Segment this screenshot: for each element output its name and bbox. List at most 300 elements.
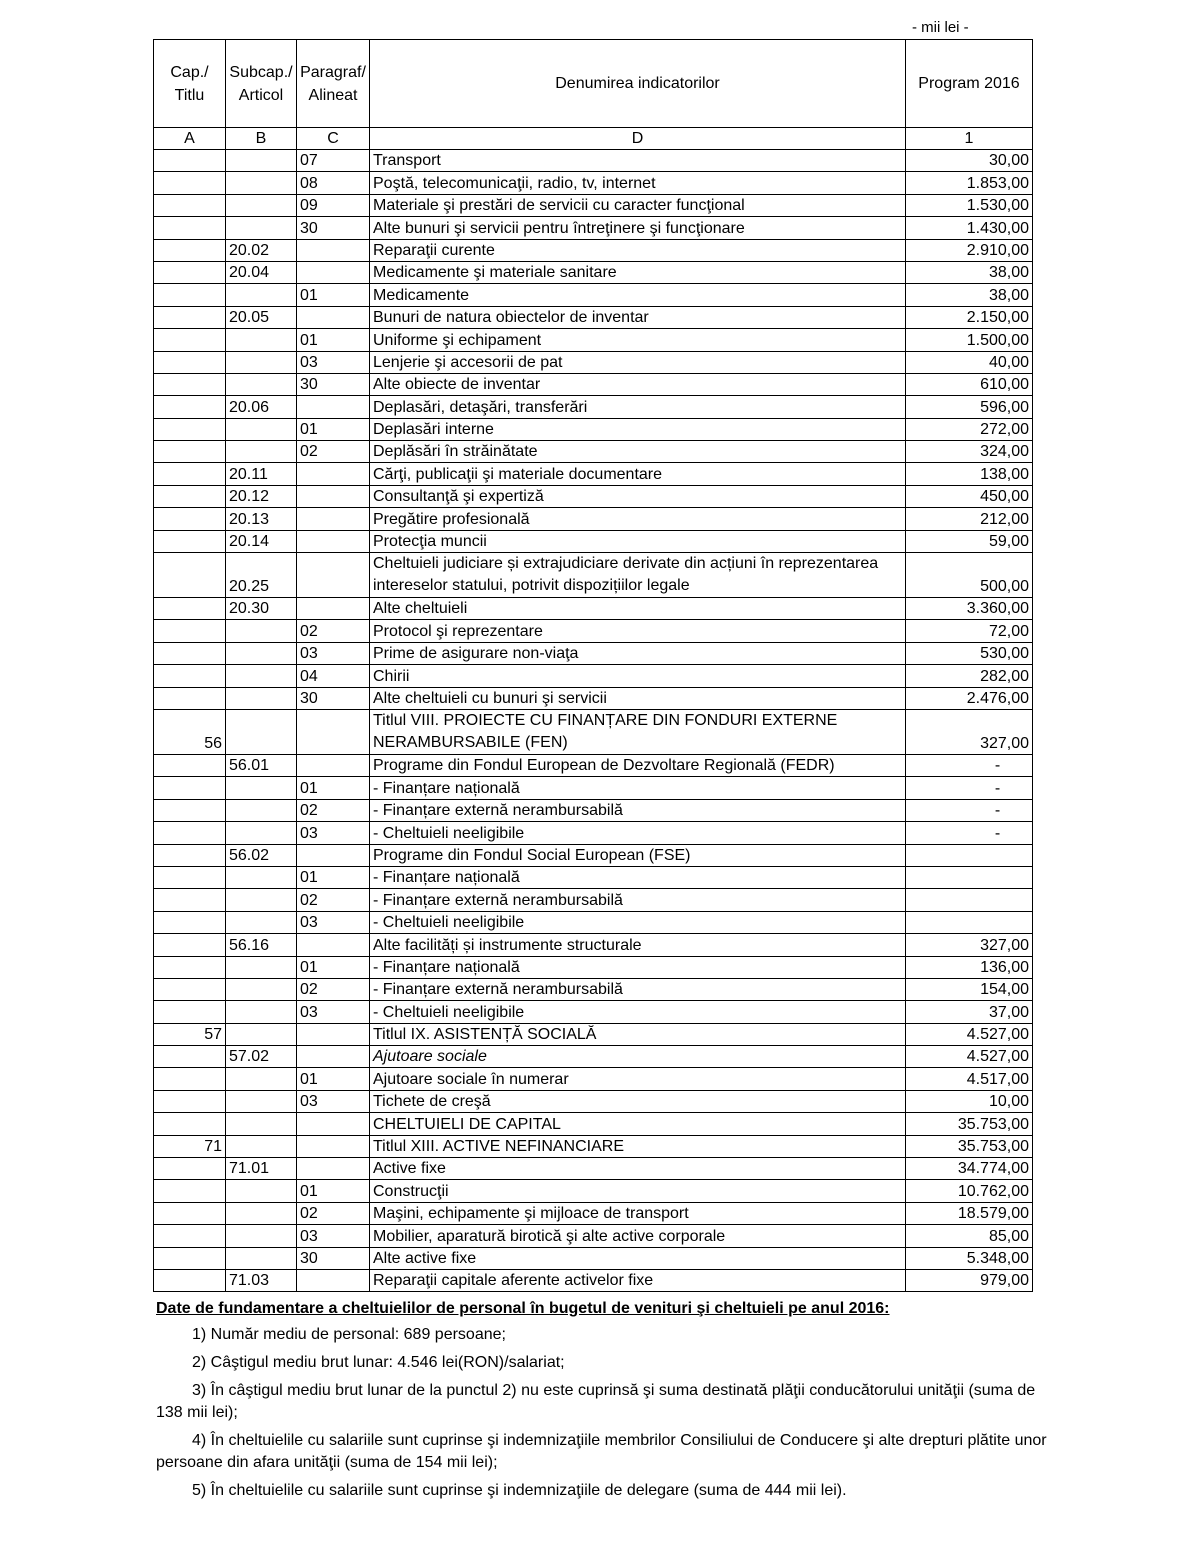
cell-subcap-articol [226, 777, 297, 799]
header-program: Program 2016 [906, 40, 1033, 128]
notes-title: Date de fundamentare a cheltuielilor de personal în bugetul de venituri şi cheltuieli pe anul 2016: [156, 1300, 890, 1317]
cell-denumirea: Tichete de creşă [370, 1090, 906, 1112]
cell-paragraf-alineat [297, 553, 370, 598]
cell-denumirea: Materiale şi prestări de servicii cu caracter funcţional [370, 194, 906, 216]
table-row [154, 709, 1033, 754]
letter-d: D [370, 128, 906, 150]
cell-program-value: 72,00 [906, 620, 1033, 642]
cell-subcap-articol [226, 150, 297, 172]
cell-denumirea: Poştă, telecomunicaţii, radio, tv, internet [370, 172, 906, 194]
cell-subcap-articol [226, 687, 297, 709]
cell-program-value: 4.527,00 [906, 1023, 1033, 1045]
cell-cap-titlu [154, 1001, 226, 1023]
table-row [154, 866, 1033, 888]
cell-program-value: 4.527,00 [906, 1046, 1033, 1068]
table-row [154, 261, 1033, 283]
cell-denumirea: - Finanțare națională [370, 956, 906, 978]
cell-program-value: - [906, 822, 1033, 844]
table-row [154, 194, 1033, 216]
cell-cap-titlu [154, 889, 226, 911]
cell-paragraf-alineat: 01 [297, 956, 370, 978]
letter-b: B [226, 128, 297, 150]
cell-denumirea: Prime de asigurare non-viaţa [370, 642, 906, 664]
table-row [154, 1135, 1033, 1157]
table-row [154, 508, 1033, 530]
cell-cap-titlu [154, 441, 226, 463]
cell-cap-titlu [154, 306, 226, 328]
cell-cap-titlu [154, 1269, 226, 1291]
cell-subcap-articol [226, 799, 297, 821]
table-row [154, 463, 1033, 485]
cell-cap-titlu [154, 799, 226, 821]
cell-denumirea: - Cheltuieli neeligibile [370, 822, 906, 844]
table-row [154, 1046, 1033, 1068]
cell-denumirea: Deplasări, detaşări, transferări [370, 396, 906, 418]
budget-table-body [154, 40, 1033, 1292]
cell-program-value: 324,00 [906, 441, 1033, 463]
cell-paragraf-alineat: 04 [297, 665, 370, 687]
cell-program-value: 282,00 [906, 665, 1033, 687]
cell-denumirea: Mobilier, aparatură birotică şi alte active corporale [370, 1225, 906, 1247]
cell-paragraf-alineat [297, 261, 370, 283]
cell-program-value: 2.910,00 [906, 239, 1033, 261]
cell-paragraf-alineat: 30 [297, 373, 370, 395]
table-row [154, 1225, 1033, 1247]
cell-denumirea: - Cheltuieli neeligibile [370, 1001, 906, 1023]
cell-paragraf-alineat: 08 [297, 172, 370, 194]
cell-denumirea: Alte cheltuieli cu bunuri şi servicii [370, 687, 906, 709]
cell-paragraf-alineat: 02 [297, 620, 370, 642]
cell-denumirea: Titlul VIII. PROIECTE CU FINANȚARE DIN FONDURI EXTERNE NERAMBURSABILE (FEN) [370, 709, 906, 754]
cell-program-value: 10.762,00 [906, 1180, 1033, 1202]
table-row [154, 150, 1033, 172]
cell-denumirea: - Cheltuieli neeligibile [370, 911, 906, 933]
cell-subcap-articol [226, 441, 297, 463]
cell-denumirea: Alte cheltuieli [370, 598, 906, 620]
cell-subcap-articol [226, 889, 297, 911]
cell-denumirea: Titlul XIII. ACTIVE NEFINANCIARE [370, 1135, 906, 1157]
cell-cap-titlu [154, 463, 226, 485]
cell-program-value [906, 889, 1033, 911]
cell-denumirea: Programe din Fondul European de Dezvoltare Regională (FEDR) [370, 754, 906, 776]
cell-program-value: 37,00 [906, 1001, 1033, 1023]
cell-paragraf-alineat [297, 1023, 370, 1045]
cell-paragraf-alineat: 01 [297, 777, 370, 799]
cell-denumirea: - Finanțare națională [370, 777, 906, 799]
note-item-5: 5) În cheltuielile cu salariile sunt cuprinse şi indemnizaţiile de delegare (suma de 444 mii lei). [192, 1482, 847, 1499]
table-row [154, 822, 1033, 844]
cell-program-value: 59,00 [906, 530, 1033, 552]
cell-denumirea: Cărţi, publicaţii şi materiale documentare [370, 463, 906, 485]
cell-subcap-articol: 20.02 [226, 239, 297, 261]
cell-cap-titlu [154, 329, 226, 351]
cell-program-value: 34.774,00 [906, 1158, 1033, 1180]
cell-cap-titlu [154, 239, 226, 261]
cell-program-value: 10,00 [906, 1090, 1033, 1112]
cell-paragraf-alineat: 01 [297, 1180, 370, 1202]
table-row [154, 844, 1033, 866]
cell-denumirea: Alte obiecte de inventar [370, 373, 906, 395]
cell-cap-titlu [154, 217, 226, 239]
table-row [154, 329, 1033, 351]
cell-denumirea: Cheltuieli judiciare și extrajudiciare derivate din acțiuni în reprezentarea intereselor statului, potrivit dispozițiilor legale [370, 553, 906, 598]
cell-cap-titlu [154, 1113, 226, 1135]
table-row [154, 956, 1033, 978]
cell-cap-titlu [154, 284, 226, 306]
cell-subcap-articol [226, 1113, 297, 1135]
cell-program-value: 979,00 [906, 1269, 1033, 1291]
cell-program-value: 5.348,00 [906, 1247, 1033, 1269]
cell-subcap-articol: 56.16 [226, 934, 297, 956]
cell-subcap-articol [226, 709, 297, 754]
cell-denumirea: Medicamente şi materiale sanitare [370, 261, 906, 283]
cell-program-value: 1.853,00 [906, 172, 1033, 194]
table-row [154, 1269, 1033, 1291]
table-row [154, 373, 1033, 395]
cell-program-value: 35.753,00 [906, 1113, 1033, 1135]
cell-paragraf-alineat [297, 1113, 370, 1135]
table-row [154, 1090, 1033, 1112]
cell-denumirea: Chirii [370, 665, 906, 687]
header-subcap-articol: Subcap./ Articol [226, 40, 297, 128]
cell-paragraf-alineat [297, 709, 370, 754]
cell-denumirea: Consultanţă şi expertiză [370, 485, 906, 507]
cell-denumirea: - Finanțare națională [370, 866, 906, 888]
table-row [154, 1023, 1033, 1045]
cell-denumirea: Reparaţii capitale aferente activelor fixe [370, 1269, 906, 1291]
cell-paragraf-alineat [297, 1135, 370, 1157]
cell-cap-titlu [154, 1247, 226, 1269]
cell-subcap-articol: 20.05 [226, 306, 297, 328]
table-row [154, 172, 1033, 194]
cell-denumirea: Transport [370, 150, 906, 172]
cell-paragraf-alineat: 03 [297, 642, 370, 664]
cell-subcap-articol [226, 1202, 297, 1224]
cell-denumirea: Pregătire profesională [370, 508, 906, 530]
cell-denumirea: Lenjerie şi accesorii de pat [370, 351, 906, 373]
cell-cap-titlu [154, 261, 226, 283]
cell-program-value: 38,00 [906, 261, 1033, 283]
cell-cap-titlu [154, 172, 226, 194]
cell-program-value: 4.517,00 [906, 1068, 1033, 1090]
cell-program-value: 327,00 [906, 934, 1033, 956]
cell-denumirea: Medicamente [370, 284, 906, 306]
cell-subcap-articol [226, 1180, 297, 1202]
table-row [154, 441, 1033, 463]
table-row [154, 1068, 1033, 1090]
cell-subcap-articol: 20.06 [226, 396, 297, 418]
cell-denumirea: Construcţii [370, 1180, 906, 1202]
cell-cap-titlu [154, 620, 226, 642]
table-row [154, 889, 1033, 911]
cell-paragraf-alineat: 30 [297, 687, 370, 709]
cell-subcap-articol [226, 418, 297, 440]
cell-subcap-articol: 20.04 [226, 261, 297, 283]
cell-paragraf-alineat [297, 463, 370, 485]
cell-subcap-articol [226, 194, 297, 216]
cell-program-value: 35.753,00 [906, 1135, 1033, 1157]
cell-paragraf-alineat: 02 [297, 799, 370, 821]
cell-program-value: 212,00 [906, 508, 1033, 530]
cell-subcap-articol [226, 217, 297, 239]
cell-cap-titlu [154, 844, 226, 866]
cell-cap-titlu: 57 [154, 1023, 226, 1045]
cell-denumirea: Alte active fixe [370, 1247, 906, 1269]
table-row [154, 1202, 1033, 1224]
cell-program-value: 136,00 [906, 956, 1033, 978]
cell-cap-titlu [154, 911, 226, 933]
table-row [154, 1158, 1033, 1180]
cell-cap-titlu [154, 553, 226, 598]
cell-program-value [906, 844, 1033, 866]
cell-subcap-articol: 71.03 [226, 1269, 297, 1291]
letter-a: A [154, 128, 226, 150]
cell-paragraf-alineat: 03 [297, 822, 370, 844]
cell-denumirea: Uniforme şi echipament [370, 329, 906, 351]
table-row [154, 911, 1033, 933]
cell-program-value: 500,00 [906, 553, 1033, 598]
cell-cap-titlu [154, 150, 226, 172]
cell-denumirea: Reparaţii curente [370, 239, 906, 261]
cell-cap-titlu [154, 194, 226, 216]
cell-cap-titlu [154, 508, 226, 530]
cell-paragraf-alineat: 30 [297, 217, 370, 239]
cell-subcap-articol [226, 665, 297, 687]
cell-program-value: 450,00 [906, 485, 1033, 507]
table-row [154, 306, 1033, 328]
cell-paragraf-alineat: 03 [297, 1225, 370, 1247]
cell-paragraf-alineat [297, 485, 370, 507]
cell-subcap-articol [226, 822, 297, 844]
cell-cap-titlu [154, 1202, 226, 1224]
table-row [154, 687, 1033, 709]
table-row [154, 978, 1033, 1000]
cell-cap-titlu [154, 687, 226, 709]
cell-cap-titlu [154, 351, 226, 373]
cell-subcap-articol [226, 956, 297, 978]
cell-paragraf-alineat [297, 844, 370, 866]
cell-subcap-articol [226, 373, 297, 395]
cell-paragraf-alineat [297, 508, 370, 530]
cell-denumirea: Protocol şi reprezentare [370, 620, 906, 642]
cell-subcap-articol [226, 284, 297, 306]
cell-denumirea: Ajutoare sociale [370, 1046, 906, 1068]
cell-program-value: 596,00 [906, 396, 1033, 418]
cell-paragraf-alineat [297, 306, 370, 328]
cell-denumirea: Ajutoare sociale în numerar [370, 1068, 906, 1090]
cell-program-value: 1.530,00 [906, 194, 1033, 216]
cell-denumirea: Active fixe [370, 1158, 906, 1180]
table-row [154, 351, 1033, 373]
cell-program-value [906, 911, 1033, 933]
cell-subcap-articol: 20.30 [226, 598, 297, 620]
table-row [154, 598, 1033, 620]
table-row [154, 620, 1033, 642]
table-row [154, 239, 1033, 261]
cell-program-value: - [906, 799, 1033, 821]
note-item-3: 3) În câştigul mediu brut lunar de la punctul 2) nu este cuprinsă şi suma destinată plăţii conducătorului unităţii (suma de 138 mii lei); [156, 1382, 1036, 1421]
letter-c: C [297, 128, 370, 150]
cell-cap-titlu [154, 1068, 226, 1090]
cell-cap-titlu [154, 373, 226, 395]
cell-subcap-articol: 57.02 [226, 1046, 297, 1068]
cell-cap-titlu [154, 956, 226, 978]
cell-program-value: - [906, 754, 1033, 776]
table-row [154, 485, 1033, 507]
cell-paragraf-alineat [297, 1046, 370, 1068]
cell-paragraf-alineat [297, 239, 370, 261]
cell-cap-titlu [154, 934, 226, 956]
table-row [154, 396, 1033, 418]
table-row [154, 217, 1033, 239]
cell-denumirea: Programe din Fondul Social European (FSE) [370, 844, 906, 866]
cell-paragraf-alineat [297, 754, 370, 776]
table-row [154, 1113, 1033, 1135]
cell-paragraf-alineat: 01 [297, 866, 370, 888]
cell-paragraf-alineat: 03 [297, 911, 370, 933]
header-paragraf-alineat: Paragraf/ Alineat [297, 40, 370, 128]
cell-denumirea: Deplasări interne [370, 418, 906, 440]
cell-program-value: 3.360,00 [906, 598, 1033, 620]
cell-paragraf-alineat: 03 [297, 351, 370, 373]
cell-cap-titlu [154, 485, 226, 507]
table-row [154, 553, 1033, 598]
cell-cap-titlu [154, 642, 226, 664]
cell-cap-titlu [154, 396, 226, 418]
cell-paragraf-alineat [297, 934, 370, 956]
cell-program-value: 85,00 [906, 1225, 1033, 1247]
cell-program-value: 138,00 [906, 463, 1033, 485]
cell-subcap-articol [226, 1023, 297, 1045]
cell-program-value: 1.500,00 [906, 329, 1033, 351]
note-item-2: 2) Câştigul mediu brut lunar: 4.546 lei(RON)/salariat; [192, 1354, 565, 1371]
cell-subcap-articol: 20.12 [226, 485, 297, 507]
cell-cap-titlu [154, 822, 226, 844]
cell-program-value: - [906, 777, 1033, 799]
cell-program-value: 1.430,00 [906, 217, 1033, 239]
cell-program-value: 30,00 [906, 150, 1033, 172]
table-row [154, 1180, 1033, 1202]
cell-program-value: 18.579,00 [906, 1202, 1033, 1224]
cell-paragraf-alineat: 30 [297, 1247, 370, 1269]
cell-cap-titlu [154, 530, 226, 552]
cell-subcap-articol [226, 866, 297, 888]
unit-label: - mii lei - [912, 19, 969, 36]
cell-cap-titlu [154, 978, 226, 1000]
cell-subcap-articol [226, 1090, 297, 1112]
cell-subcap-articol: 20.14 [226, 530, 297, 552]
cell-cap-titlu [154, 1180, 226, 1202]
cell-program-value: 2.150,00 [906, 306, 1033, 328]
cell-paragraf-alineat [297, 1269, 370, 1291]
cell-program-value: 38,00 [906, 284, 1033, 306]
cell-program-value: 530,00 [906, 642, 1033, 664]
cell-program-value: 154,00 [906, 978, 1033, 1000]
cell-subcap-articol [226, 642, 297, 664]
cell-cap-titlu [154, 1090, 226, 1112]
cell-subcap-articol: 56.01 [226, 754, 297, 776]
cell-paragraf-alineat [297, 1158, 370, 1180]
header-denumirea: Denumirea indicatorilor [370, 40, 906, 128]
note-item-1: 1) Număr mediu de personal: 689 persoane; [192, 1326, 506, 1343]
cell-denumirea: Deplăsări în străinătate [370, 441, 906, 463]
cell-paragraf-alineat: 01 [297, 418, 370, 440]
cell-subcap-articol [226, 978, 297, 1000]
cell-denumirea: Protecţia muncii [370, 530, 906, 552]
table-row [154, 642, 1033, 664]
cell-cap-titlu [154, 754, 226, 776]
table-row [154, 777, 1033, 799]
table-row [154, 284, 1033, 306]
cell-subcap-articol [226, 351, 297, 373]
table-row [154, 934, 1033, 956]
cell-subcap-articol [226, 1247, 297, 1269]
table-row [154, 665, 1033, 687]
cell-subcap-articol: 20.13 [226, 508, 297, 530]
table-row [154, 1247, 1033, 1269]
cell-subcap-articol: 20.25 [226, 553, 297, 598]
cell-paragraf-alineat [297, 598, 370, 620]
table-row [154, 799, 1033, 821]
cell-subcap-articol [226, 911, 297, 933]
cell-paragraf-alineat: 03 [297, 1090, 370, 1112]
cell-cap-titlu [154, 665, 226, 687]
cell-cap-titlu [154, 418, 226, 440]
table-header-row [154, 40, 1033, 128]
cell-subcap-articol [226, 1068, 297, 1090]
cell-program-value: 2.476,00 [906, 687, 1033, 709]
cell-paragraf-alineat: 01 [297, 1068, 370, 1090]
cell-paragraf-alineat: 01 [297, 284, 370, 306]
cell-cap-titlu [154, 866, 226, 888]
cell-denumirea: - Finanțare externă nerambursabilă [370, 889, 906, 911]
personnel-notes [156, 1298, 1066, 1508]
cell-denumirea: CHELTUIELI DE CAPITAL [370, 1113, 906, 1135]
cell-subcap-articol [226, 1225, 297, 1247]
cell-paragraf-alineat: 01 [297, 329, 370, 351]
cell-subcap-articol [226, 329, 297, 351]
cell-subcap-articol [226, 1001, 297, 1023]
cell-denumirea: Bunuri de natura obiectelor de inventar [370, 306, 906, 328]
letter-1: 1 [906, 128, 1033, 150]
cell-paragraf-alineat: 02 [297, 441, 370, 463]
cell-cap-titlu [154, 1158, 226, 1180]
cell-program-value: 272,00 [906, 418, 1033, 440]
table-row [154, 754, 1033, 776]
cell-cap-titlu [154, 598, 226, 620]
cell-subcap-articol: 56.02 [226, 844, 297, 866]
cell-cap-titlu [154, 1225, 226, 1247]
cell-denumirea: Maşini, echipamente şi mijloace de transport [370, 1202, 906, 1224]
cell-paragraf-alineat: 02 [297, 1202, 370, 1224]
cell-program-value: 327,00 [906, 709, 1033, 754]
cell-paragraf-alineat: 09 [297, 194, 370, 216]
budget-table [153, 39, 1033, 1292]
cell-paragraf-alineat [297, 396, 370, 418]
cell-denumirea: Alte bunuri şi servicii pentru întreţinere şi funcţionare [370, 217, 906, 239]
cell-subcap-articol [226, 172, 297, 194]
cell-subcap-articol [226, 1135, 297, 1157]
cell-paragraf-alineat: 07 [297, 150, 370, 172]
cell-paragraf-alineat [297, 530, 370, 552]
table-row [154, 1001, 1033, 1023]
cell-program-value [906, 866, 1033, 888]
header-cap-titlu: Cap./ Titlu [154, 40, 226, 128]
cell-denumirea: - Finanțare externă nerambursabilă [370, 978, 906, 1000]
cell-cap-titlu: 56 [154, 709, 226, 754]
column-letters-row [154, 128, 1033, 150]
table-row [154, 418, 1033, 440]
